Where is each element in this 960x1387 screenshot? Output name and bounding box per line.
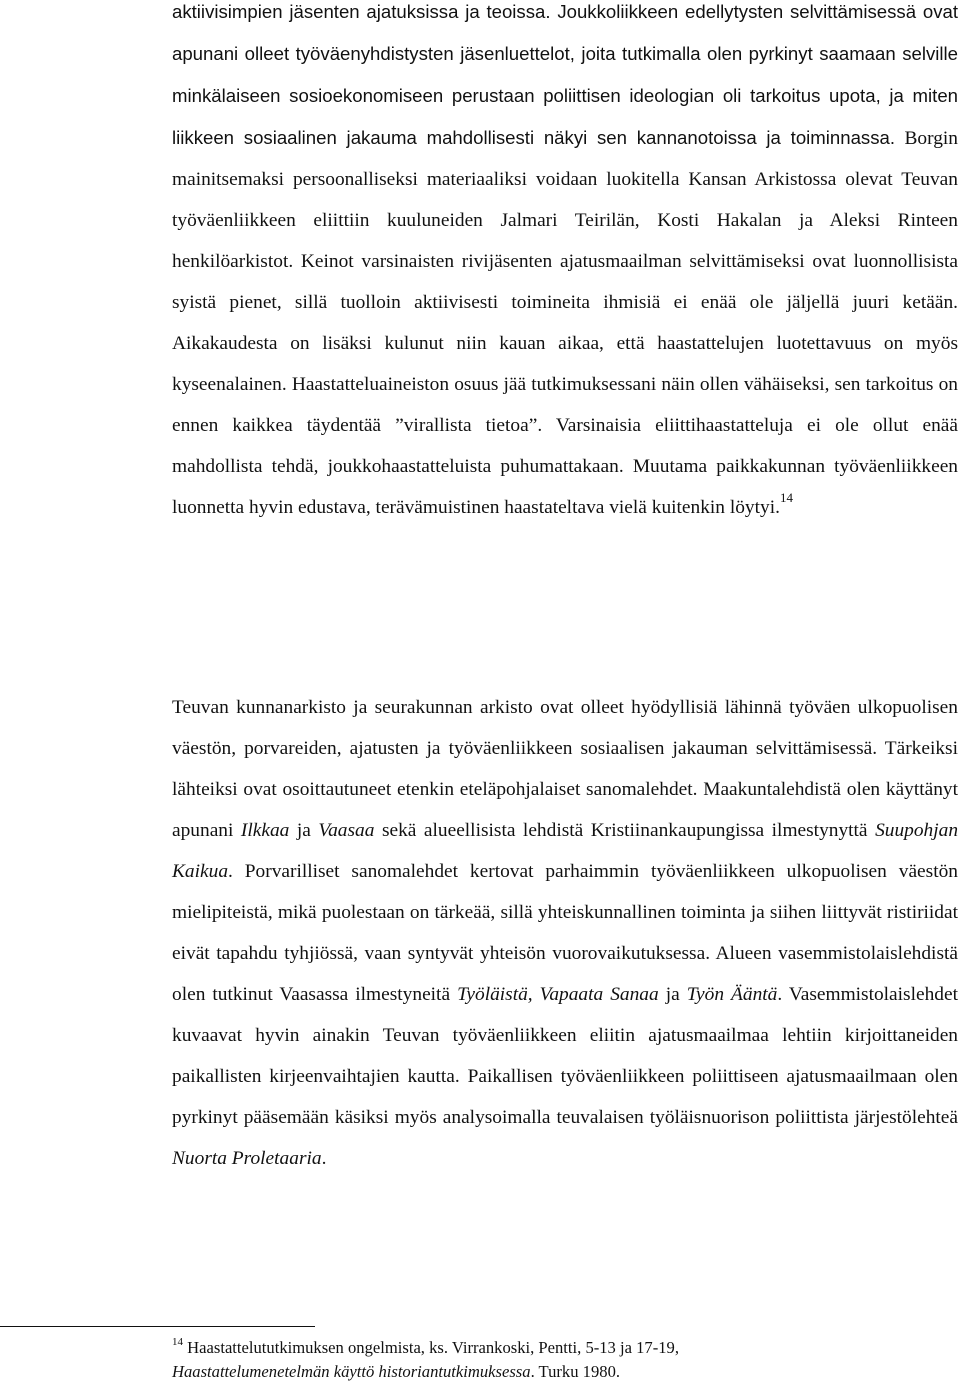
text-segment: . Vasemmistolaislehdet kuvaavat hyvin ainakin Teuvan työväenliikkeen eliitin ajatusmaailmaa lehtiin kirjoittaneiden paikallisten kirjeenvaihtajien kautta. Paikallisen työväenliikkeen poliittiseen ajatusmaailmaan olen pyrkinyt pääsemään käsiksi myös analysoimalla teuvalaisen työläisnuorison poliittista järjestölehteä bbox=[172, 984, 958, 1128]
newspaper-title: Ilkkaa bbox=[240, 820, 290, 841]
newspaper-title: Suupohjan Kaikua bbox=[172, 820, 959, 882]
paragraph-sans-segment: aktiivisimpien jäsenten ajatuksissa ja teoissa. Joukkoliikkeen edellytysten selvittämisessä ovat apunani olleet työväenyhdistysten jäsenluettelot, joita tutkimalla olen pyrkinyt saamaan selville minkälaiseen sosioekonomiseen perustaan poliittisen ideologian oli tarkoitus upota, ja miten liikkeen sosiaalinen jakauma mahdollisesti näkyi sen kannanotoissa ja toiminnassa. bbox=[172, 1, 958, 148]
paragraph-serif-segment: Borgin mainitsemaksi persoonalliseksi materiaaliksi voidaan luokitella Kansan Arkistossa olevat Teuvan työväenliikkeen eliittiin kuuluneiden Jalmari Teirilän, Kosti Hakalan ja Aleksi Rinteen henkilöarkistot. Keinot varsinaisten rivijäsenten ajatusmaailman selvittämiseksi ovat luonnollisista syistä pienet, sillä tuolloin aktiivisesti toimineita ihmisiä ei enää ole jäljellä juuri ketään. Aikakaudesta on lisäksi kulunut niin kauan aikaa, että haastattelujen luotettavuus on myös kyseenalainen. Haastatteluaineiston osuus jää tutkimuksessani näin ollen vähäiseksi, sen tarkoitus on ennen kaikkea täydentää ”virallista tietoa”. Varsinaisia eliittihaastatteluja ei ole ollut enää mahdollista tehdä, joukkohaastatteluista puhumattakaan. Muutama paikkakunnan työväenliikkeen luonnetta hyvin edustava, terävämuistinen haastateltava vielä kuitenkin löytyi. bbox=[172, 128, 958, 518]
paragraph-archives bbox=[172, 687, 958, 1179]
newspaper-title: Nuorta Proletaaria bbox=[172, 1148, 322, 1169]
footnote-divider bbox=[0, 1326, 315, 1327]
text-segment: . Porvarilliset sanomalehdet kertovat parhaimmin työväenliikkeen ulkopuolisen väestön mielipiteistä, mikä puolestaan on tärkeää, sillä yhteiskunnallinen toiminta ja siihen liittyvät ristiriidat eivät tapahdu tyhjiössä, vaan syntyvät yhteisön vuorovaikutuksessa. Alueen vasemmistolaislehdistä olen tutkinut Vaasassa ilmestyneitä bbox=[172, 861, 958, 1005]
text-segment: . bbox=[321, 1148, 327, 1169]
footnote-number: 14 bbox=[172, 1336, 183, 1348]
paragraph-sources bbox=[172, 0, 958, 528]
newspaper-title: Työn Ääntä bbox=[686, 984, 778, 1005]
footnote bbox=[172, 1336, 932, 1384]
footnote-reference[interactable]: 14 bbox=[779, 490, 793, 505]
newspaper-title: Työläistä, Vapaata Sanaa bbox=[457, 984, 659, 1005]
newspaper-title: Vaasaa bbox=[318, 820, 375, 841]
footnote-text-end: . Turku 1980. bbox=[530, 1362, 621, 1381]
footnote-book-title: Haastattelumenetelmän käyttö historiantutkimuksessa bbox=[172, 1362, 531, 1381]
text-segment: Teuvan kunnanarkisto ja seurakunnan arkisto ovat olleet hyödyllisiä lähinnä työväen ulkopuolisen väestön, porvareiden, ajatusten ja työväenliikkeen sosiaalisen jakauman selvittämisessä. Tärkeiksi lähteiksi ovat osoittautuneet etenkin eteläpohjalaiset sanomalehdet. Maakuntalehdistä olen käyttänyt apunani bbox=[172, 697, 958, 841]
text-segment: sekä alueellisista lehdistä Kristiinankaupungissa ilmestynyttä bbox=[381, 820, 868, 841]
text-segment: ja bbox=[296, 820, 311, 841]
footnote-text: Haastattelututkimuksen ongelmista, ks. Virrankoski, Pentti, 5-13 ja 17-19, bbox=[187, 1338, 679, 1357]
text-segment: ja bbox=[665, 984, 680, 1005]
